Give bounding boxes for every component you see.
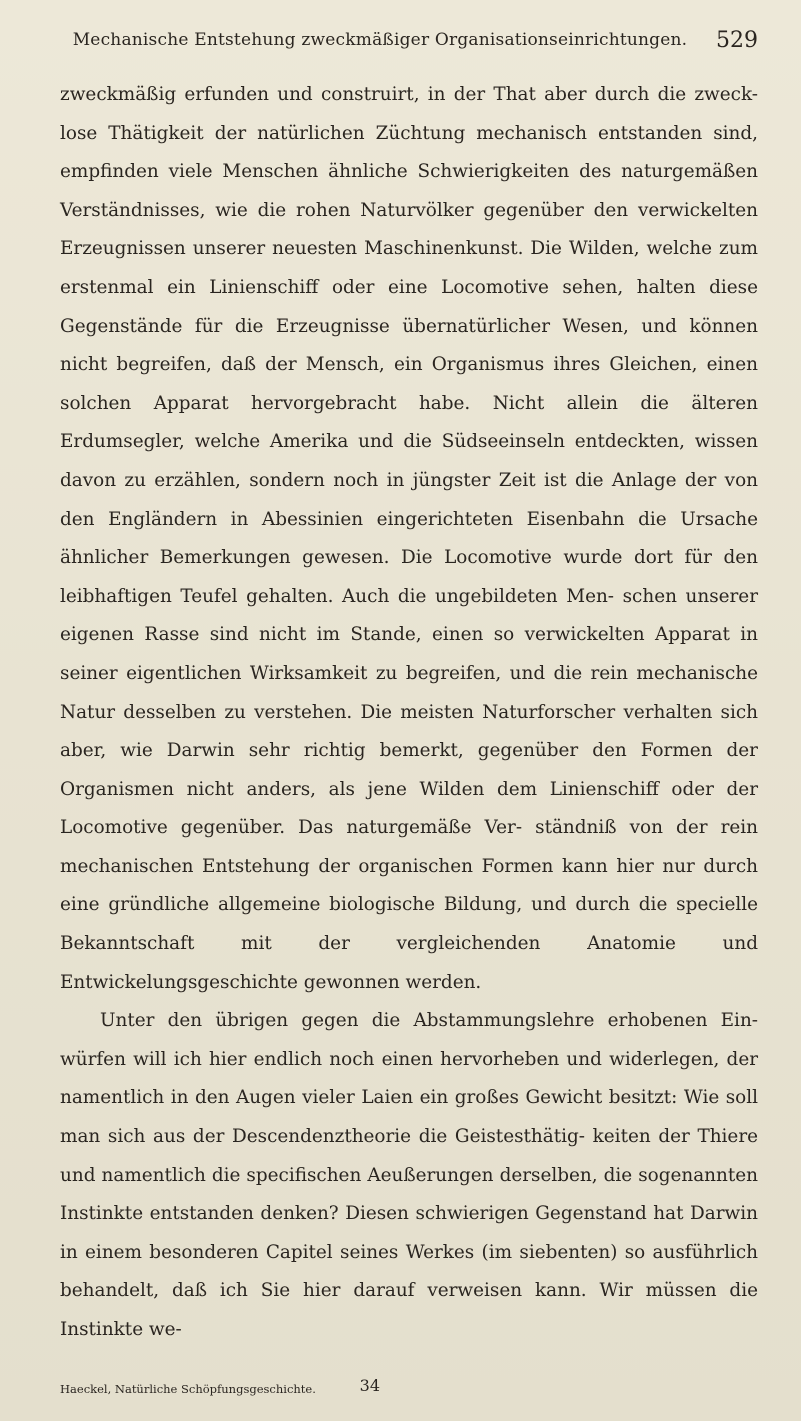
running-title: Mechanische Entstehung zweckmäßiger Organisationseinrichtungen. (72, 30, 688, 50)
text-line: würfen will ich hier endlich noch einen hervorheben und widerlegen, (60, 1048, 720, 1070)
text-line: und Entwickelungsgeschichte gewonnen werden. (60, 933, 758, 993)
page-header (60, 30, 758, 64)
text-line: Verständnisses, wie die rohen Naturvölker gegenüber den verwickelten (60, 199, 758, 221)
text-line: schen unserer eigenen Rasse sind nicht im Stande, einen so verwickelten (60, 585, 758, 646)
text-line: davon zu erzählen, sondern noch in jüngster Zeit ist die Anlage (60, 469, 677, 491)
text-line: empfinden viele Menschen ähnliche Schwierigkeiten des naturgemäßen (60, 161, 758, 183)
text-line: derselben, die sogenannten Instinkte entstanden denken? Diesen (60, 1164, 758, 1225)
footer-book-title: Haeckel, Natürliche Schöpfungsgeschichte. (60, 1382, 316, 1396)
text-line: Erzeugnissen unserer neuesten Maschinenkunst. Die Wilden, welche (60, 238, 713, 260)
text-line: nicht begreifen, daß der Mensch, ein Organismus ihres Gleichen, (60, 354, 698, 376)
text-line: Wie soll man sich aus der Descendenztheorie die Geistesthätig- (60, 1087, 758, 1148)
text-line: ständniß von der rein mechanischen Entstehung der organischen Formen (60, 817, 758, 877)
text-line: keiten der Thiere und namentlich die specifischen Aeußerungen (60, 1126, 758, 1186)
text-line: Linienschiff oder der Locomotive gegenüber. Das naturgemäße Ver- (60, 778, 758, 839)
text-line: hier darauf verweisen kann. Wir müssen die Instinkte we- (60, 1280, 758, 1340)
text-line: Ursache ähnlicher Bemerkungen gewesen. Die Locomotive wurde (60, 508, 758, 569)
text-line: Unter den übrigen gegen die Abstammungslehre erhobenen Ein- (100, 1010, 758, 1032)
text-line: Erdumsegler, welche Amerika und die Südseeinseln entdeckten, wissen (60, 431, 758, 453)
text-line: der von den Engländern in Abessinien eingerichteten Eisenbahn die (60, 469, 758, 530)
text-line: zweckmäßig erfunden und construirt, in der That aber durch die zweck- (60, 84, 758, 105)
page-footer (60, 1376, 758, 1402)
page-number: 529 (716, 28, 758, 53)
body-text (60, 76, 758, 1350)
paragraph-2 (60, 1002, 758, 1349)
text-line: mechanische Natur desselben zu verstehen. Die meisten Naturforscher (60, 662, 758, 723)
text-line: Apparat in seiner eigentlichen Wirksamkeit zu begreifen, und die rein (60, 624, 758, 684)
text-line: dort für den leibhaftigen Teufel gehalten. Auch die ungebildeten Men- (60, 547, 759, 607)
text-line: und durch die specielle Bekanntschaft mit der vergleichenden Anatomie (60, 894, 758, 955)
text-line: kann hier nur durch eine gründliche allgemeine biologische Bildung, (60, 855, 758, 916)
text-line: einen solchen Apparat hervorgebracht habe. Nicht allein die älteren (60, 354, 758, 414)
text-line: Gegenstände für die Erzeugnisse übernatürlicher Wesen, und können (60, 315, 758, 337)
text-line: lose Thätigkeit der natürlichen Züchtung mechanisch entstanden sind, (60, 122, 758, 144)
text-line: den Formen der Organismen nicht anders, als jene Wilden dem (60, 740, 758, 800)
text-line: der namentlich in den Augen vieler Laien ein großes Gewicht besitzt: (60, 1048, 758, 1109)
paragraph-1 (60, 76, 758, 1002)
sheet-signature: 34 (359, 1376, 380, 1395)
text-line: zum erstenmal ein Linienschiff oder eine Locomotive sehen, halten diese (60, 238, 758, 298)
text-line: seines Werkes (im siebenten) so ausführlich behandelt, daß ich Sie (60, 1241, 758, 1302)
text-line: schwierigen Gegenstand hat Darwin in einem besonderen Capitel (60, 1203, 758, 1263)
text-line: verhalten sich aber, wie Darwin sehr richtig bemerkt, gegenüber (60, 701, 758, 762)
